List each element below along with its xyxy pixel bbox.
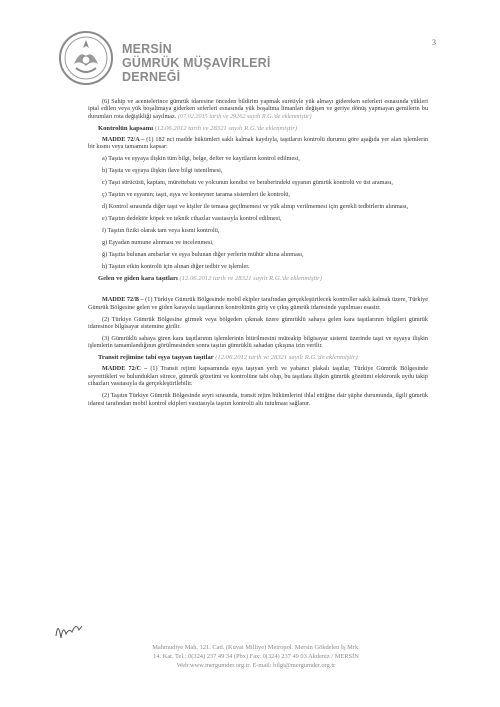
- paragraph-6: [88, 98, 428, 120]
- article-72c-paragraph-1: [88, 365, 428, 387]
- amendment-note: (12.06.2012 tarih ve 28321 sayılı R.G.'de eklenmiştir): [215, 354, 358, 362]
- signature-icon: [52, 614, 96, 644]
- list-item: b) Taşıta ve eşyaya ilişkin ilave bilgi istenilmesi,: [102, 167, 223, 175]
- list-item: ç) Taşıtın ve eşyanın; taşıt, eşya ve konteyner tarama sistemleri ile kontrolü,: [102, 191, 290, 199]
- article-label: MADDE 72/C –: [102, 365, 148, 373]
- paragraph-text: (6) Sahip ve acentelerince gümrük idaresine önceden bildirim yapmak suretiyle yük almayı gidereken seferleri esnasında yükleri iptal edilen veya yük boşaltmaya giderken seferleri esnasında yük boşaltma limanları değişen ve geriye dönüş yapmayan gemilerin bu durumları rota değişikliği sayılmaz.: [88, 98, 428, 120]
- organization-name: [122, 42, 271, 84]
- page-number: 3: [432, 38, 436, 47]
- list-item: f) Taşıtın fiziki olarak tam veya kısmi kontrolü,: [102, 227, 220, 235]
- article-72b-paragraph-2: (2) Türkiye Gümrük Bölgesine girmek veya bölgeden çıkmak üzere gümrüklü sahaya gelen kara taşıtlarının bilgileri gümrük idaresince bilgisayar sistemine girilir.: [88, 315, 428, 331]
- section-heading-land-vehicles: [98, 275, 428, 282]
- document-body: [88, 98, 428, 412]
- section-heading-control-scope: [98, 125, 428, 132]
- section-heading-transit-vehicles: [98, 354, 428, 361]
- list-item: c) Taşıt sürücüsü, kaptanı, mürettebatı ve yolcunun kendisi ve beraberindeki eşyanın gümrük kontrolü ve üst araması,: [102, 179, 393, 187]
- amendment-note: (07.02.2015 tarih ve 29262 sayılı R.G.'de eklenmiştir): [177, 112, 312, 120]
- article-label: MADDE 72/B –: [102, 296, 144, 304]
- association-logo-icon: [58, 30, 114, 86]
- letterhead: [58, 30, 458, 90]
- article-text: (1) 182 nci madde hükümleri saklı kalmak kaydıyla, taşıtların kontrolü durumu göre aşağıda yer alan işlemlerin bir kısmı veya tamamını kapsar:: [88, 135, 429, 151]
- footer-phone-fax: 14. Kat. Tel.: 0(324) 237 49 34 (Pbx) Fax: 0(324) 237 49 03 Akdeniz / MERSİN: [153, 653, 359, 660]
- article-text: (1) Transit rejimi kapsamında eşya taşıyan yerli ve yabancı plakalı taşıtlar, Türkiye Gümrük Bölgesinde seyrettikleri ve bulundukları sürece, gümrük gözetimi ve kontrolüne tabi olup, bu taşıtlara ilişkin gümrük gözetimi elektronik uydu takip cihazları vasıtasıyla da gerçekleştirilebilir.: [88, 365, 429, 388]
- footer-address: Mahmudiye Mah. 121. Cad. (Kuvai Milliye) Metropol. Mersin Gökdelen İş Mrk.: [152, 644, 360, 651]
- article-72a: [88, 136, 428, 151]
- article-72c-paragraph-2: (2) Taşıtın Türkiye Gümrük Bölgesinde seyri sırasında, transit rejim hükümlerini ihlal ettiğine dair şüphe durumunda, ilgili gümrük idaresi tarafından mobil kontrol ekipleri vasıtasıyla taşıtın kontrolü altı tutulması sağlanır.: [88, 392, 428, 407]
- list-item: ğ) Taşıtta bulunan ambarlar ve eşya bulunan diğer yerlerin mühür altına alınması,: [102, 251, 304, 259]
- list-item: g) Eşyadan numune alınması ve incelenmesi,: [102, 239, 214, 247]
- control-items-list: [88, 155, 428, 270]
- article-text: (1) Türkiye Gümrük Bölgesinde mobil ekipler tarafından gerçekleştirilecek kontroller saklı kalmak üzere, Türkiye Gümrük Bölgesine gelen ve giden karayolu taşıtlarının kontrolünün giriş ve çıkış gümrük idaresinde yapılması esastır.: [88, 296, 429, 311]
- amendment-note: (12.06.2012 tarih ve 28321 sayılı R.G.'de eklenmiştir): [154, 124, 298, 132]
- article-72b-paragraph-1: [88, 296, 428, 311]
- org-name-line-3: DERNEĞİ: [122, 70, 181, 84]
- list-item: h) Taşıtın etkin kontrolü için alınan diğer tedbir ve işlemler.: [102, 263, 250, 271]
- heading-text: Gelen ve giden kara taşıtları: [98, 275, 178, 283]
- letterhead-footer: [86, 643, 426, 670]
- heading-text: Transit rejimine tabi eşya taşıyan taşıtlar: [98, 354, 214, 362]
- article-label: MADDE 72/A –: [102, 135, 145, 143]
- list-item: d) Kontrol sırasında diğer taşıt ve kişiler ile temasa geçilmemesi ve yük alınıp verilmemesi için gerekli tedbirlerin alınması,: [102, 203, 409, 211]
- list-item: a) Taşıta ve eşyaya ilişkin tüm bilgi, belge, defter ve kayıtların kontrol edilmesi,: [102, 155, 300, 163]
- spacer: [88, 286, 428, 296]
- org-name-line-1: MERSİN: [122, 42, 172, 56]
- list-item: e) Taşıtın dedektör köpek ve teknik cihazlar vasıtasıyla kontrol edilmesi,: [102, 215, 282, 223]
- footer-web-email: Web:www.mergumder.org.tr. E-mail: bilgi@mergumder.org.tr: [176, 662, 336, 669]
- amendment-note: (12.06.2012 tarih ve 28321 sayılı R.G.'de eklenmiştir): [179, 275, 322, 283]
- article-72b-paragraph-3: (3) Gümrüklü sahaya giren kara taşıtlarının işlemlerinin bitirilmesini müteakip bilgisayar sistemi üzerinde taşıt ve eşyaya ilişkin işlemlerin tamamlandığının görülmesinden sonra taşıtın gümrüklü sahadan çıkışına izin verilir.: [88, 335, 428, 350]
- heading-text: Kontrolün kapsamı: [98, 124, 154, 132]
- org-name-line-2: GÜMRÜK MÜŞAVİRLERİ: [122, 56, 271, 70]
